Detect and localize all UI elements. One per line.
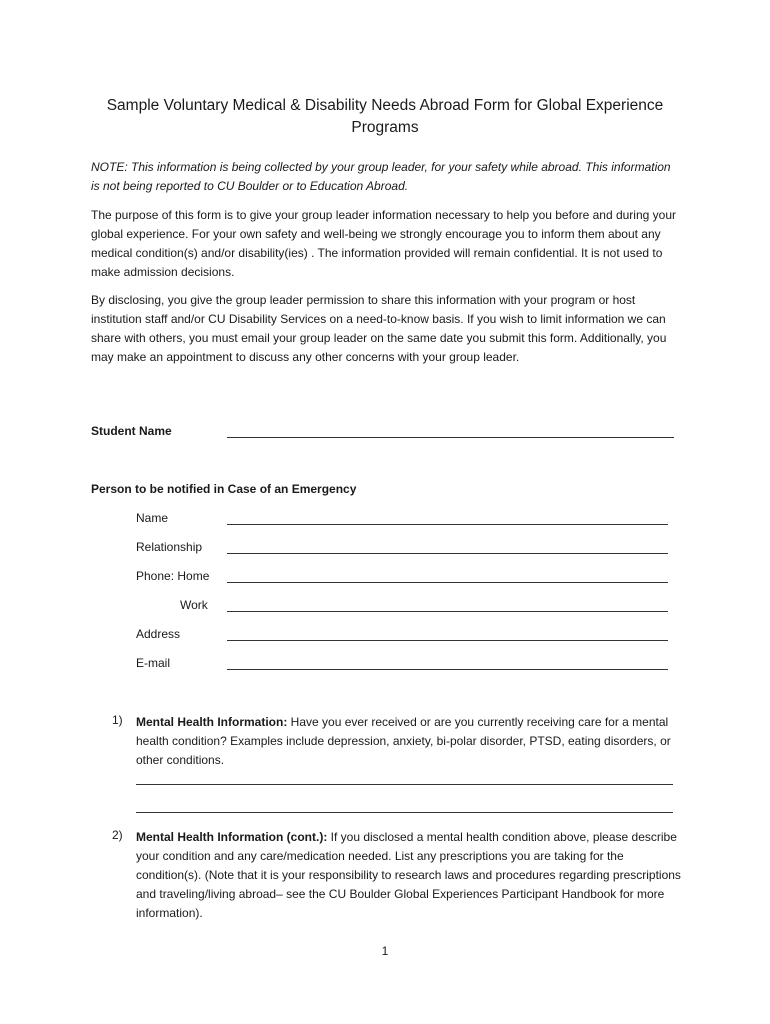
- phone-work-label: Work: [180, 598, 208, 612]
- page-number: 1: [381, 944, 389, 958]
- address-label: Address: [136, 627, 181, 641]
- question-2-number: 2): [112, 828, 123, 842]
- relationship-field[interactable]: [227, 553, 668, 554]
- emergency-name-label: Name: [136, 511, 169, 525]
- note-paragraph: NOTE: This information is being collected by your group leader, for your safety while abroad. This information is not being reported to CU Boulder or to Education Abroad.: [91, 160, 671, 193]
- purpose-paragraph: The purpose of this form is to give your group leader information necessary to help you before and during your global experience. For your own safety and well-being we strongly encourage you to inform them about any medical condition(s) and/or disability(ies) . The information provided will remain confidential. It is not used to make admission decisions.: [91, 208, 676, 279]
- email-field[interactable]: [227, 669, 668, 670]
- emergency-name-field[interactable]: [227, 524, 668, 525]
- emergency-heading: Person to be notified in Case of an Emergency: [91, 482, 357, 496]
- form-title: Sample Voluntary Medical & Disability Needs Abroad Form for Global Experience Programs: [106, 97, 664, 136]
- address-field[interactable]: [227, 640, 668, 641]
- student-name-label: Student Name: [91, 424, 172, 438]
- question-1-answer-line-1[interactable]: [136, 784, 673, 785]
- relationship-label: Relationship: [136, 540, 203, 554]
- phone-home-field[interactable]: [227, 582, 668, 583]
- question-1-answer-line-2[interactable]: [136, 812, 673, 813]
- question-2-heading: Mental Health Information (cont.):: [136, 830, 328, 844]
- question-1-number: 1): [112, 713, 123, 727]
- question-2-body: If you disclosed a mental health condition above, please describe your condition and any care/medication needed. List any prescriptions you are taking for the condition(s). (Note that it is your responsibility to research laws and procedures regarding prescriptions and traveling/living abroad– see the CU Boulder Global Experiences Participant Handbook for more information).: [136, 830, 681, 920]
- phone-home-label: Phone: Home: [136, 569, 210, 583]
- disclosure-paragraph: By disclosing, you give the group leader permission to share this information with your program or host institution staff and/or CU Disability Services on a need-to-know basis. If you wish to limit information we can share with others, you must email your group leader on the same date you submit this form. Additionally, you may make an appointment to discuss any other concerns with your group leader.: [91, 293, 667, 364]
- question-1-body: Have you ever received or are you currently receiving care for a mental health condition? Examples include depression, anxiety, bi-polar disorder, PTSD, eating disorders, or other conditions.: [136, 715, 671, 767]
- question-1-text: [136, 713, 681, 770]
- question-1-heading: Mental Health Information:: [136, 715, 288, 729]
- email-label: E-mail: [136, 656, 171, 670]
- question-2-text: [136, 828, 681, 923]
- phone-work-field[interactable]: [227, 611, 668, 612]
- student-name-field[interactable]: [227, 437, 674, 438]
